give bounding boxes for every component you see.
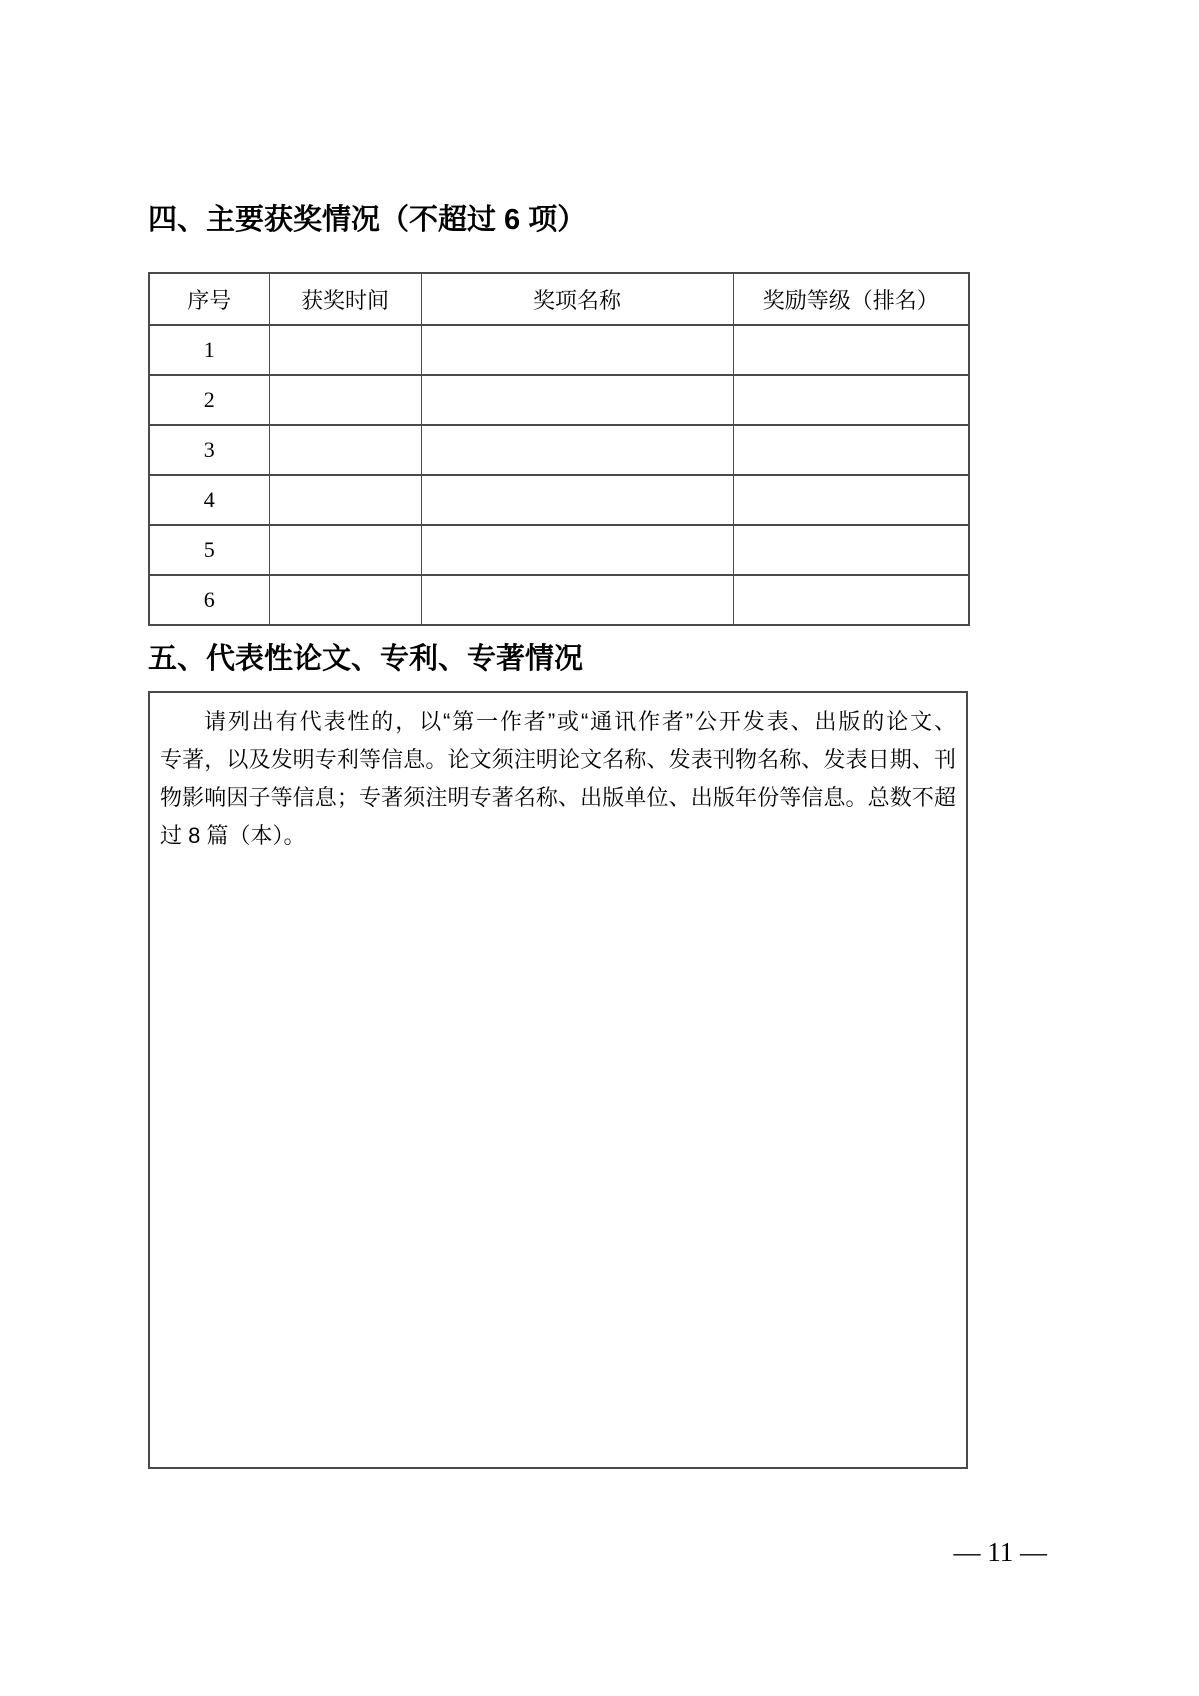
awards-row bbox=[149, 425, 969, 475]
award-name-cell bbox=[421, 575, 733, 625]
award-level-cell bbox=[733, 575, 969, 625]
award-name-cell bbox=[421, 325, 733, 375]
instruction-line: 过 8 篇（本）。 bbox=[160, 823, 306, 848]
section4-heading: 四、主要获奖情况（不超过 6 项） bbox=[148, 204, 587, 236]
awards-col-header-name: 奖项名称 bbox=[421, 273, 733, 325]
award-name-cell bbox=[421, 525, 733, 575]
awards-row bbox=[149, 525, 969, 575]
award-time-cell bbox=[269, 425, 421, 475]
awards-row-number: 1 bbox=[149, 325, 269, 375]
award-level-cell bbox=[733, 475, 969, 525]
award-time-cell bbox=[269, 525, 421, 575]
awards-row bbox=[149, 475, 969, 525]
papers-patents-box bbox=[148, 691, 968, 1469]
section5-heading: 五、代表性论文、专利、专著情况 bbox=[148, 643, 584, 675]
awards-row bbox=[149, 575, 969, 625]
award-name-cell bbox=[421, 475, 733, 525]
award-name-cell bbox=[421, 375, 733, 425]
awards-row bbox=[149, 375, 969, 425]
instruction-line: 物影响因子等信息；专著须注明专著名称、出版单位、出版年份等信息。总数不超 bbox=[160, 785, 956, 810]
awards-row bbox=[149, 325, 969, 375]
awards-row-number: 2 bbox=[149, 375, 269, 425]
awards-col-header-no: 序号 bbox=[149, 273, 269, 325]
award-time-cell bbox=[269, 325, 421, 375]
instruction-line: 请列出有代表性的，以“第一作者”或“通讯作者”公开发表、出版的论文、 bbox=[204, 709, 956, 734]
awards-header-row bbox=[149, 273, 969, 325]
awards-row-number: 4 bbox=[149, 475, 269, 525]
awards-row-number: 6 bbox=[149, 575, 269, 625]
awards-col-header-time: 获奖时间 bbox=[269, 273, 421, 325]
instruction-line: 专著，以及发明专利等信息。论文须注明论文名称、发表刊物名称、发表日期、刊 bbox=[160, 747, 956, 772]
award-time-cell bbox=[269, 475, 421, 525]
award-level-cell bbox=[733, 325, 969, 375]
award-level-cell bbox=[733, 375, 969, 425]
page-content bbox=[148, 0, 968, 1469]
award-time-cell bbox=[269, 575, 421, 625]
award-time-cell bbox=[269, 375, 421, 425]
award-level-cell bbox=[733, 525, 969, 575]
awards-col-header-level: 奖励等级（排名） bbox=[733, 273, 969, 325]
page-number: — 11 — bbox=[953, 1537, 1047, 1567]
award-level-cell bbox=[733, 425, 969, 475]
awards-row-number: 5 bbox=[149, 525, 269, 575]
awards-table bbox=[148, 272, 970, 626]
award-name-cell bbox=[421, 425, 733, 475]
papers-instructions bbox=[160, 703, 956, 855]
awards-row-number: 3 bbox=[149, 425, 269, 475]
